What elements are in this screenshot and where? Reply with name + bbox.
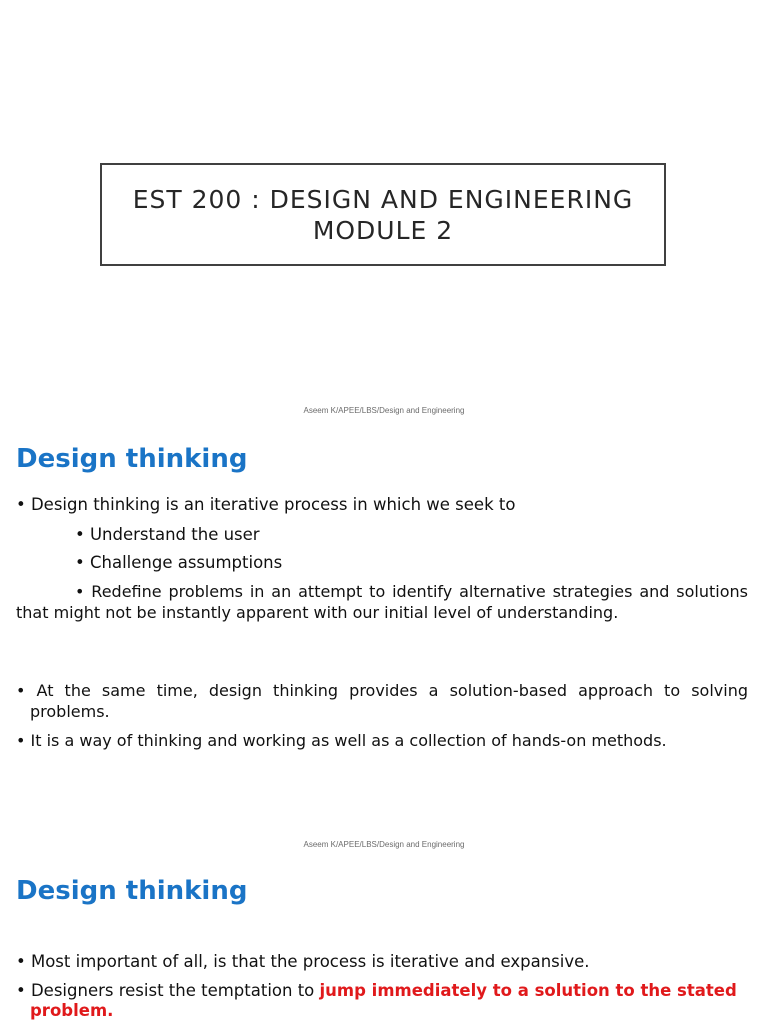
bullet-item bbox=[16, 981, 748, 1021]
sub-bullet-item: • Challenge assumptions bbox=[75, 553, 283, 572]
sub-bullet-item: • Understand the user bbox=[75, 525, 260, 544]
slide-title-line1: EST 200 : DESIGN AND ENGINEERING bbox=[132, 184, 634, 214]
bullet-item: • Most important of all, is that the process is iterative and expansive. bbox=[16, 952, 590, 971]
bullet-item: • At the same time, design thinking provides a solution-based approach to solving problems. bbox=[16, 681, 748, 721]
slide-heading: Design thinking bbox=[16, 876, 248, 906]
slide-title-box bbox=[100, 163, 666, 266]
slide-footer: Aseem K/APEE/LBS/Design and Engineering bbox=[303, 406, 465, 415]
slide-footer: Aseem K/APEE/LBS/Design and Engineering bbox=[303, 840, 465, 849]
sub-bullet-item: • Redefine problems in an attempt to identify alternative strategies and solutions that might not be instantly apparent with our initial level of understanding. bbox=[16, 582, 748, 622]
slide-title-line2: MODULE 2 bbox=[312, 215, 454, 245]
bullet-item: • Design thinking is an iterative process in which we seek to bbox=[16, 495, 516, 514]
slide-heading: Design thinking bbox=[16, 444, 248, 474]
bullet-item: • It is a way of thinking and working as well as a collection of hands-on methods. bbox=[16, 731, 667, 750]
bullet-text: • Designers resist the temptation to bbox=[16, 981, 320, 1000]
highlighted-text: jump immediately to a solution to the stated problem. bbox=[30, 981, 737, 1020]
